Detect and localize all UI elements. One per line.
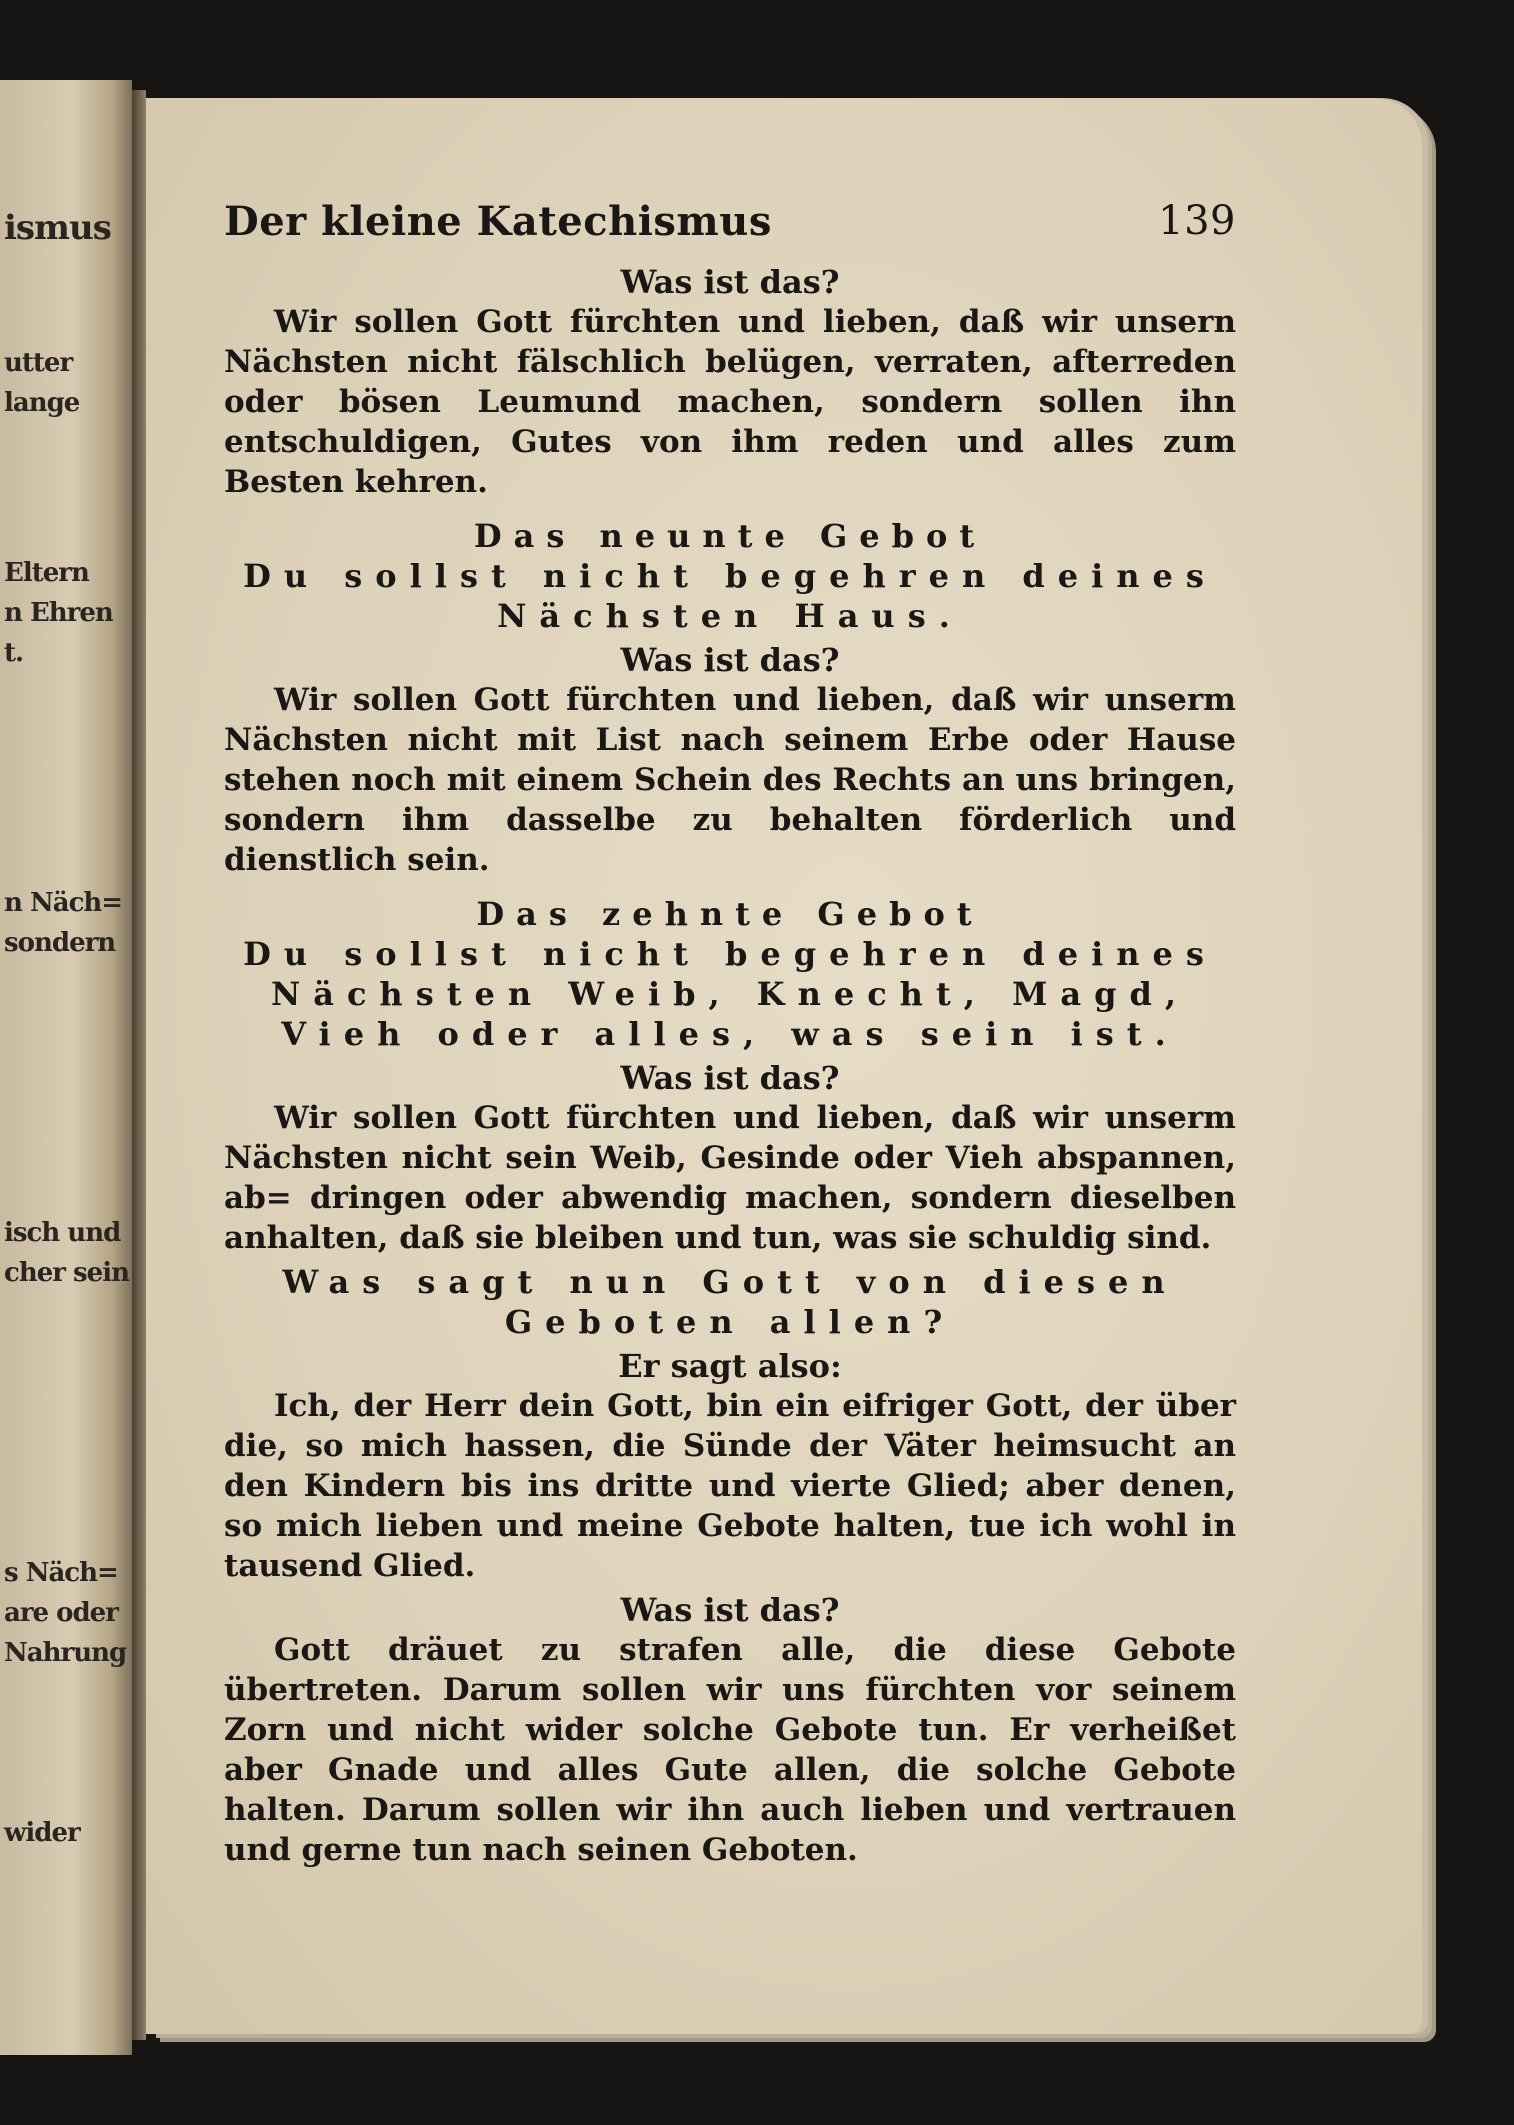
left-page-snippet: isch und <box>4 1218 121 1248</box>
book-page <box>146 98 1422 2034</box>
left-page-snippet: wider <box>4 1818 80 1848</box>
commandment-title: Das neunte Gebot <box>473 517 987 555</box>
commandment-text: Du sollst nicht begehren deines Nächsten Haus. <box>243 557 1217 635</box>
left-page-snippet: are oder <box>4 1598 118 1628</box>
text-blocks <box>224 262 1236 1870</box>
commandment-text: Was sagt nun Gott von diesen Geboten allen? <box>282 1263 1178 1341</box>
page-title: Der kleine Katechismus <box>224 198 772 245</box>
left-page <box>0 80 132 2055</box>
section-heading: Was ist das? <box>620 641 840 679</box>
left-page-snippet: Eltern <box>4 558 89 588</box>
section-heading: Was ist das? <box>620 263 840 301</box>
body-paragraph: Wir sollen Gott fürchten und lieben, daß wir unserm Nächsten nicht mit List nach seinem Erbe oder Hause stehen noch mit einem Schein des Rechts an uns bringen, sondern ihm dasselbe zu behalten förderlich und dienstlich sein. <box>224 682 1236 878</box>
commandment-text: Du sollst nicht begehren deines Nächsten Weib, Knecht, Magd, Vieh oder alles, was sein ist. <box>243 935 1217 1053</box>
left-page-snippet: Nahrung <box>4 1638 127 1668</box>
running-head <box>224 198 1236 258</box>
book-gutter <box>132 90 146 2040</box>
section-heading: Was ist das? <box>620 1591 840 1629</box>
left-page-snippet: t. <box>4 638 24 668</box>
body-paragraph: Gott dräuet zu strafen alle, die diese Gebote übertreten. Darum sollen wir uns fürchten vor seinem Zorn und nicht wider solche Gebote tun. Er verheißet aber Gnade und alles Gute allen, die solche Gebote halten. Darum sollen wir ihn auch lieben und vertrauen und gerne tun nach seinen Geboten. <box>224 1632 1236 1868</box>
left-page-snippet: sondern <box>4 928 116 958</box>
left-page-snippet: utter <box>4 348 73 378</box>
left-page-snippet: s Näch= <box>4 1558 118 1588</box>
body-paragraph: Ich, der Herr dein Gott, bin ein eifriger Gott, der über die, so mich hassen, die Sünde der Väter heimsucht an den Kindern bis ins dritte und vierte Glied; aber denen, so mich lieben und meine Gebote halten, tue ich wohl in tausend Glied. <box>224 1388 1236 1584</box>
body-paragraph: Wir sollen Gott fürchten und lieben, daß wir unserm Nächsten nicht sein Weib, Gesinde oder Vieh abspannen, ab= dringen oder abwendig machen, sondern dieselben anhalten, daß sie bleiben und tun, was sie schuldig sind. <box>224 1100 1236 1256</box>
commandment-title: Das zehnte Gebot <box>476 895 984 933</box>
section-heading: Was ist das? <box>620 1059 840 1097</box>
left-page-snippet: lange <box>4 388 80 418</box>
page-number: 139 <box>1158 198 1236 244</box>
left-page-snippet: n Näch= <box>4 888 123 918</box>
page-content <box>224 198 1236 1874</box>
left-page-snippet: cher sein <box>4 1258 129 1288</box>
section-heading: Er sagt also: <box>618 1347 842 1385</box>
body-paragraph: Wir sollen Gott fürchten und lieben, daß wir unsern Nächsten nicht fälschlich belügen, verraten, afterreden oder bösen Leumund machen, sondern sollen ihn entschuldigen, Gutes von ihm reden und alles zum Besten kehren. <box>224 304 1236 500</box>
left-page-snippet: n Ehren <box>4 598 113 628</box>
left-page-title-fragment: ismus <box>4 208 111 248</box>
